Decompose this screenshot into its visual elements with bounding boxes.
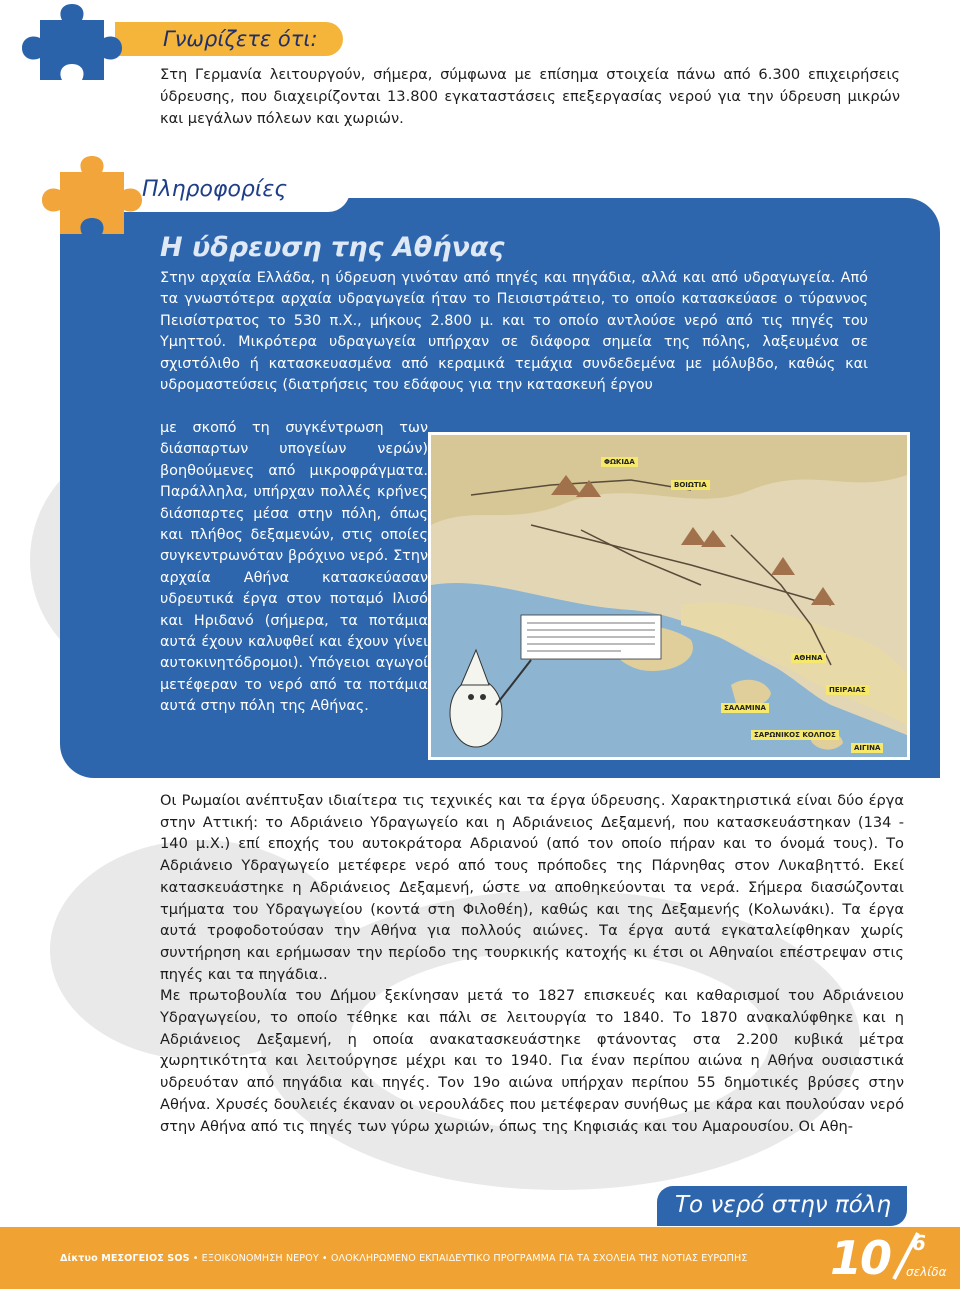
puzzle-piece-icon — [40, 150, 150, 245]
page-word: σελίδα — [906, 1265, 947, 1279]
map-drawing — [431, 435, 907, 757]
body-paragraph: Με πρωτοβουλία του Δήμου ξεκίνησαν μετά το 1827 επισκευές και καθαρισμοί του Αδριάνειου Υδραγωγείου, το οποίο τέθηκε και πάλι σε λειτουργία το 1840. Το 1870 ανακαλύφθηκε και η Αδριάνειος Δεξαμενή, η οποία ανακατασκευάστηκε φτάνοντας στα 2.200 κυβικά μέτρα χωρητικότητα και λειτούργησε μέχρι και το 1940. Για έναν περίπου αιώνα η Αθήνα ουσιαστικά υδρευόταν από πηγάδια και πηγές. Τον 19ο αιώνα υπήρχαν περίπου 55 δημοτικές βρύσες στην Αθήνα. Χρυσές δουλειές έκαναν οι νερουλάδες που μετέφεραν συνήθως με κάρα και πουλούσαν νερό στην Αθήνα από τις πηγές των γύρω χωριών, όπως της Κηφισιάς και του Αμαρουσίου. Οι Αθη- — [160, 987, 904, 1135]
map-label: ΠΕΙΡΑΙΑΣ — [826, 685, 869, 695]
map-label: ΑΙΓΙΝΑ — [851, 743, 883, 753]
main-body-text — [160, 790, 904, 1137]
did-you-know-heading: Γνωρίζετε ότι: — [163, 27, 318, 51]
map-label: ΣΑΛΑΜΙΝΑ — [721, 703, 769, 713]
page-number: 10 — [830, 1231, 891, 1285]
footer-program-name: • ΕΞΟΙΚΟΝΟΜΗΣΗ ΝΕΡΟΥ • ΟΛΟΚΛΗΡΩΜΕΝΟ ΕΚΠΑΙΔΕΥΤΙΚΟ ΠΡΟΓΡΑΜΜΑ ΓΙΑ ΤΑ ΣΧΟΛΕΙΑ ΤΗΣ ΝΟΤΙΑΣ ΕΥΡΩΠΗΣ — [192, 1253, 748, 1264]
did-you-know-heading-pill — [115, 22, 343, 56]
page-total: 6 — [912, 1231, 926, 1255]
section-topic-tab — [657, 1186, 907, 1226]
map-label: ΦΩΚΙΔΑ — [601, 457, 638, 467]
did-you-know-text: Στη Γερμανία λειτουργούν, σήμερα, σύμφωνα με επίσημα στοιχεία πάνω από 6.300 επιχειρήσεις ύδρευσης, που διαχειρίζονται 13.800 εγκαταστάσεις επεξεργασίας νερού για την ύδρευση μικρών και μεγάλων πόλεων και χωριών. — [160, 66, 900, 127]
information-title: Η ύδρευση της Αθήνας — [160, 232, 505, 263]
map-label: ΒΟΙΩΤΙΑ — [671, 480, 710, 490]
footer-network-name: Δίκτυο ΜΕΣΟΓΕΙΟΣ SOS — [60, 1253, 190, 1264]
information-heading: Πληροφορίες — [142, 177, 288, 202]
map-label: ΑΘΗΝΑ — [791, 653, 826, 663]
information-text-column: με σκοπό τη συγκέντρωση των διάσπαρτων υπογείων νερών) βοηθούμενες από μικροφράγματα. Παράλληλα, υπήρχαν πολλές κρήνες διάσπαρτες μέσα στην πόλη, όπως και πλήθος δεξαμενών, στις οποίες συγκεντρωνόταν βρόχινο νερό. Στην αρχαία Αθήνα κατασκεύασαν υδρευτικά έργα στον ποταμό Ιλισό και Ηριδανό (σήμερα, τα ποτάμια αυτά έχουν καλυφθεί και έχουν γίνει αυτοκινητόδρομοι). Υπόγειοι αγωγοί μετέφεραν το νερό από τα ποτάμια αυτά στην πόλη της Αθήνας. — [160, 420, 428, 715]
footer-bar — [0, 1227, 960, 1289]
information-text: Στην αρχαία Ελλάδα, η ύδρευση γινόταν από πηγές και πηγάδια, αλλά και από υδραγωγεία. Από τα γνωστότερα αρχαία υδραγωγεία ήταν το Πεισιστράτειο, το οποίο κατασκεύασε ο τύραννος Πεισίστρατος το 530 π.Χ., μήκους 2.800 μ. και το οποίο αντλούσε νερό από τις πηγές του Υμηττού. Μικρότερα υδραγωγεία υπήρχαν σε διάφορα σημεία της πόλης, λαξευμένα σε σχιστόλιθο ή κατασκευασμένα από κεραμικά τεμάχια συνδεδεμένα με μόλυβδο, καθώς και υδρομαστεύσεις (διατρήσεις του εδάφους για την κατασκευή έργου — [160, 270, 868, 394]
puzzle-piece-icon — [20, 0, 130, 90]
map-label: ΣΑΡΩΝΙΚΟΣ ΚΟΛΠΟΣ — [751, 730, 839, 740]
section-topic-label: Το νερό στην πόλη — [675, 1192, 891, 1218]
footer-text — [60, 1253, 747, 1264]
aqueduct-map-image — [428, 432, 910, 760]
body-paragraph: Οι Ρωμαίοι ανέπτυξαν ιδιαίτερα τις τεχνικές και τα έργα ύδρευσης. Χαρακτηριστικά είναι δύο έργα στην Αττική: το Αδριάνειο Υδραγωγείο και η Αδριάνειος Δεξαμενή, που κατασκευάστηκαν (134 - 140 μ.Χ.) επί εποχής του αυτοκράτορα Αδριανού (από τον οποίο πήραν και το όνομά τους). Το Αδριάνειο Υδραγωγείο μετέφερε νερό από τους πρόποδες της Πάρνηθας στον Λυκαβηττό. Εκεί κατασκευάστηκε η Αδριάνειος Δεξαμενή, ώστε να αποθηκεύονται τα νερά. Σήμερα διασώζονται τμήματα του Υδραγωγείου (κοντά στη Φιλοθέη), καθώς και της Δεξαμενής (Κολωνάκι). Τα έργα αυτά τροφοδοτούσαν την Αθήνα για πολλούς αιώνες. Τα έργα αυτά εγκαταλείφθηκαν χωρίς συντήρηση και ερήμωσαν την περίοδο της τουρκικής κατοχής κι έτσι οι Αθηναίοι επέστρεψαν στις πηγές και τα πηγάδια.. — [160, 792, 904, 983]
